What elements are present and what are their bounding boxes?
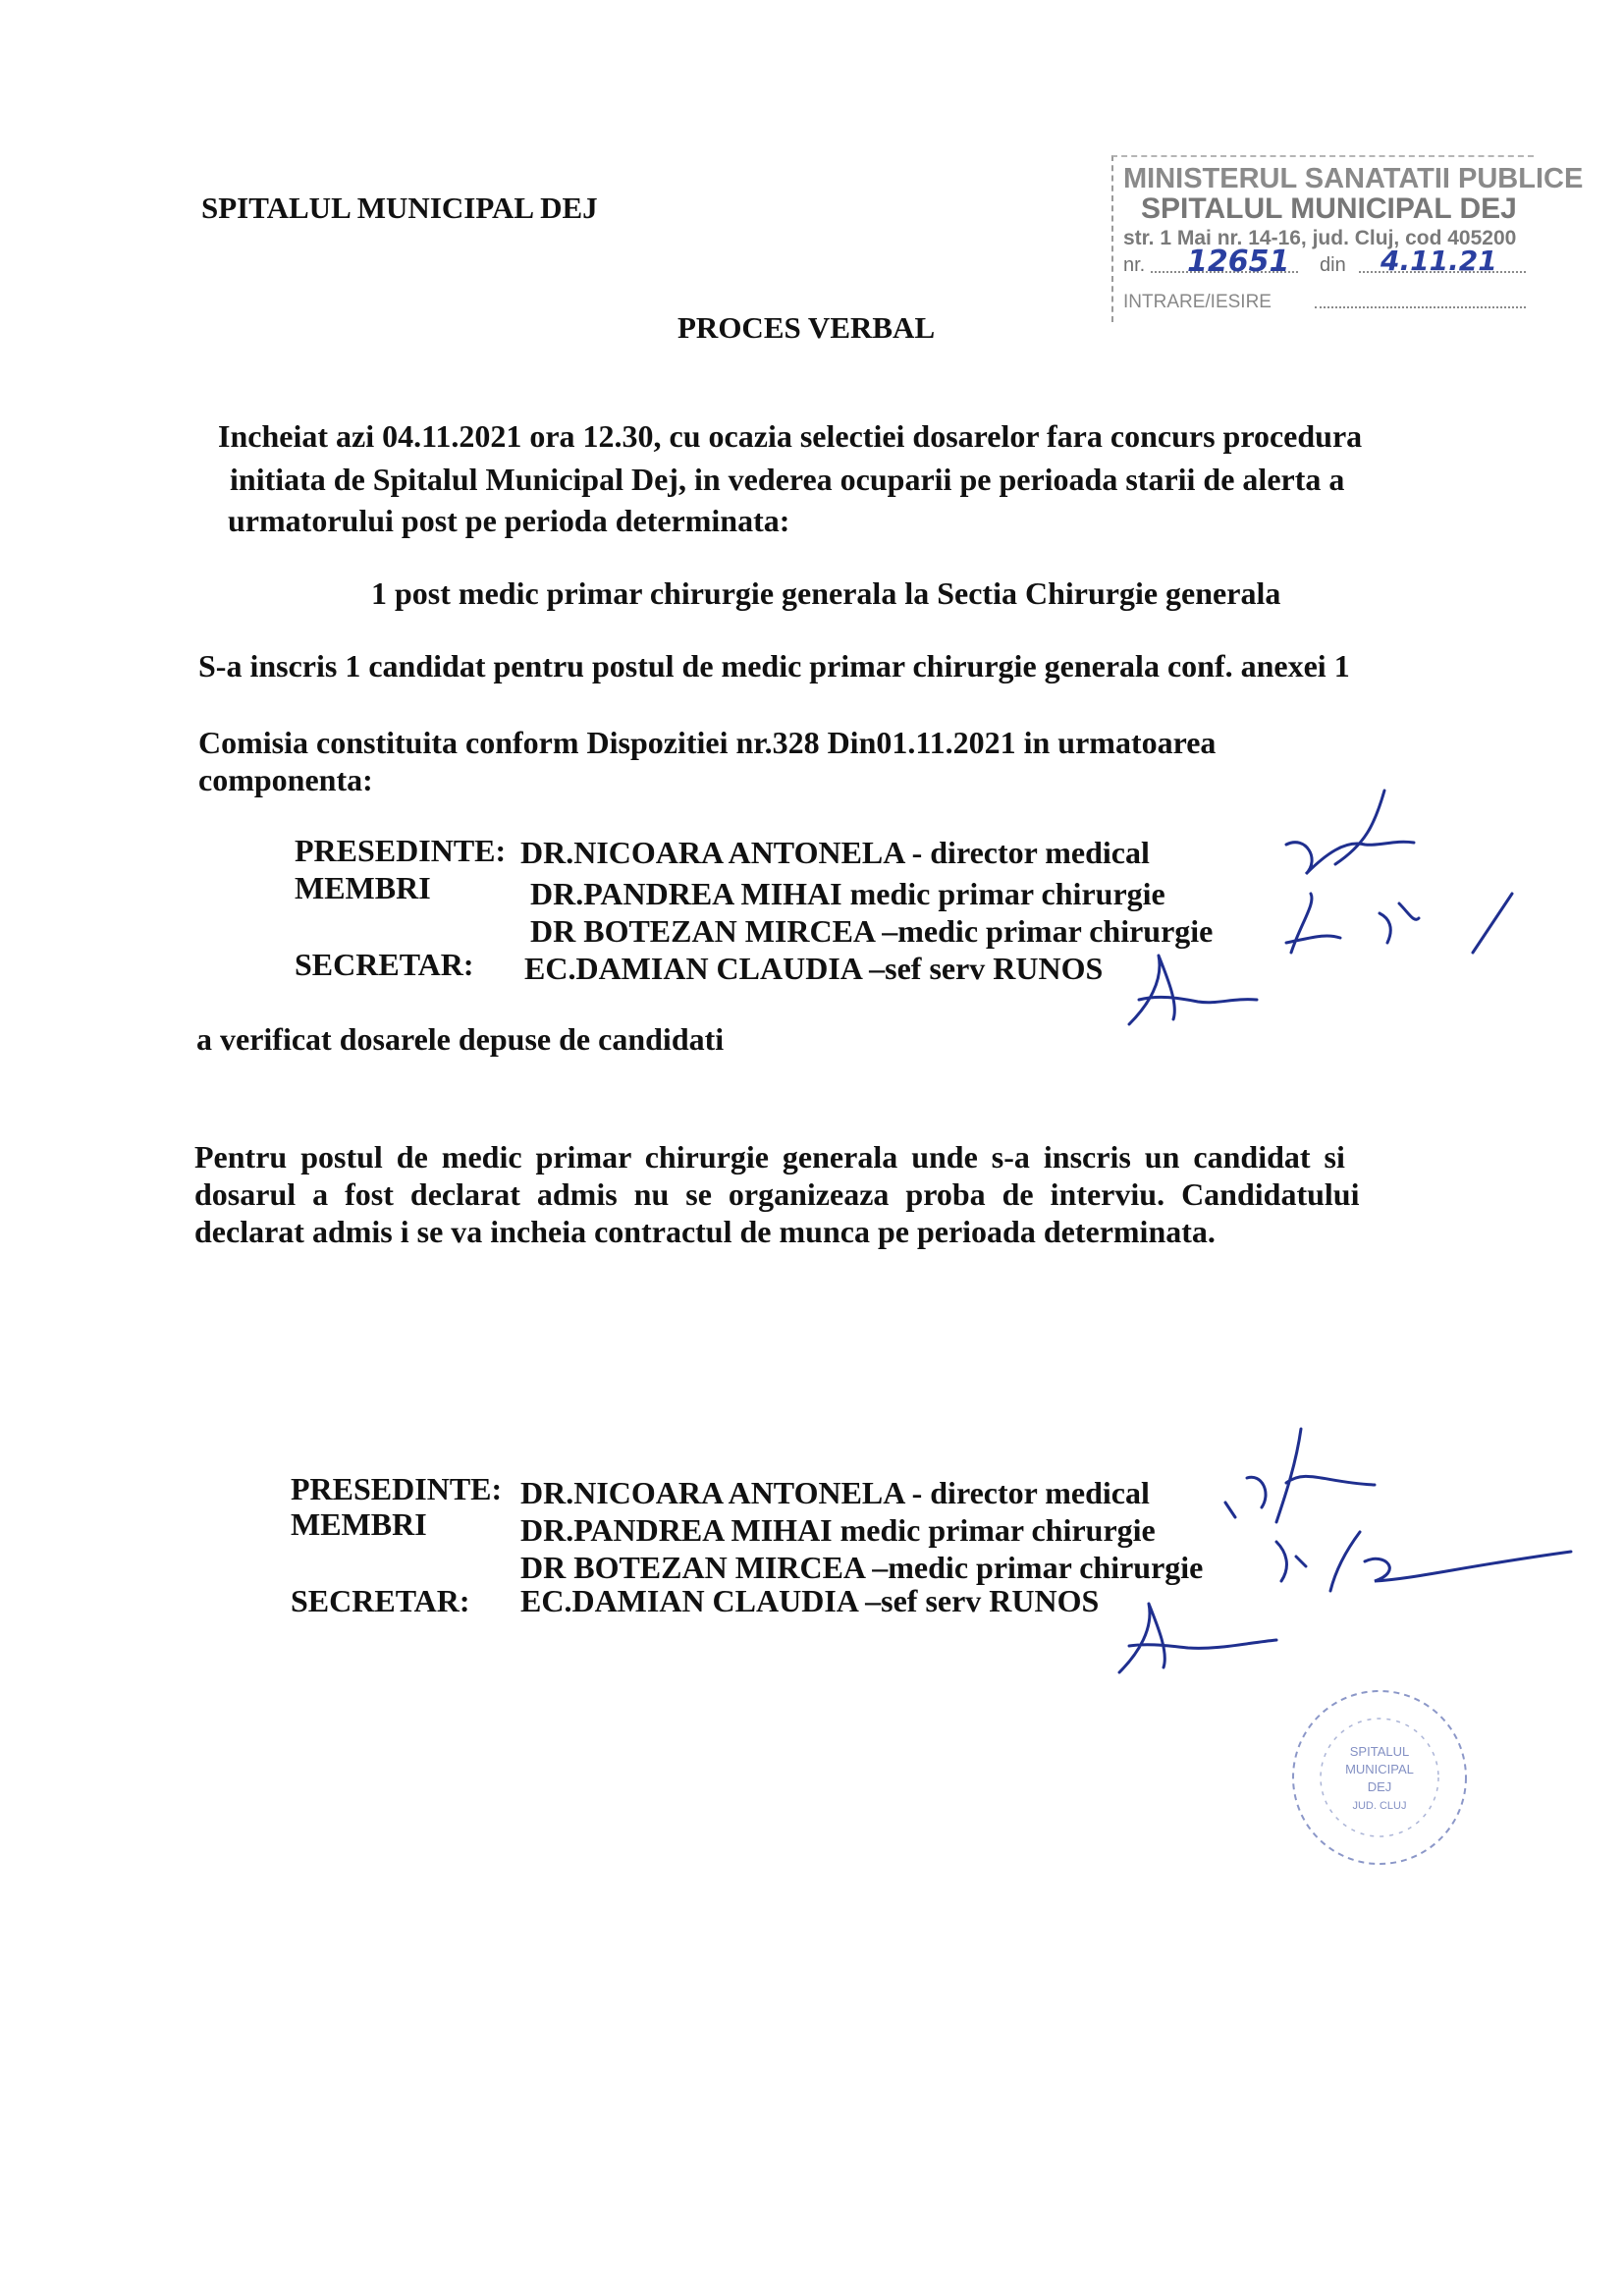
commission-line-2: componenta: <box>198 762 373 797</box>
intro-line-3: urmatorului post pe perioda determinata: <box>228 503 790 538</box>
seal-text-line: JUD. CLUJ <box>1352 1800 1407 1812</box>
seal-text-line: DEJ <box>1367 1779 1392 1794</box>
stamp-din-label: din <box>1320 254 1346 276</box>
stamp-hospital: SPITALUL MUNICIPAL DEJ <box>1141 192 1517 225</box>
president-name: DR.NICOARA ANTONELA - director medical <box>520 835 1150 870</box>
conclusion-line-1: Pentru postul de medic primar chirurgie generala unde s-a inscris un candidat si <box>194 1139 1345 1175</box>
signature-members-top <box>1272 884 1527 962</box>
stamp-address: str. 1 Mai nr. 14-16, jud. Cluj, cod 405200 <box>1123 227 1517 249</box>
signature-members-bottom <box>1267 1522 1581 1601</box>
members-label: MEMBRI <box>295 870 431 905</box>
registered-candidates: S-a inscris 1 candidat pentru postul de medic primar chirurgie generala conf. anexei 1 <box>198 648 1350 683</box>
conclusion-line-3: declarat admis i se va incheia contractul de munca pe perioada determinata. <box>194 1214 1216 1249</box>
intro-line-1: Incheiat azi 04.11.2021 ora 12.30, cu ocazia selectiei dosarelor fara concurs procedura <box>218 418 1363 454</box>
document-title: PROCES VERBAL <box>677 310 936 345</box>
stamp-footer: INTRARE/IESIRE <box>1123 292 1272 312</box>
intro-line-2: initiata de Spitalul Municipal Dej, in vederea ocuparii pe perioada starii de alerta a <box>230 462 1345 497</box>
stamp-din-value: 4.11.21 <box>1380 245 1497 277</box>
signature-president-top <box>1267 786 1443 894</box>
seal-text-line: MUNICIPAL <box>1345 1762 1414 1777</box>
president-label-2: PRESEDINTE: <box>291 1471 503 1506</box>
signature-president-bottom <box>1218 1424 1384 1532</box>
conclusion-line-2: dosarul a fost declarat admis nu se organizeaza proba de interviu. Candidatului <box>194 1176 1360 1212</box>
president-label: PRESEDINTE: <box>295 833 507 868</box>
secretary-label: SECRETAR: <box>295 947 474 982</box>
member-2: DR BOTEZAN MIRCEA –medic primar chirurgie <box>530 913 1214 949</box>
verified-statement: a verificat dosarele depuse de candidati <box>196 1021 725 1057</box>
institution-name: SPITALUL MUNICIPAL DEJ <box>201 191 598 225</box>
seal-text-line: SPITALUL <box>1349 1744 1410 1759</box>
post-description: 1 post medic primar chirurgie generala la Sectia Chirurgie generala <box>371 575 1281 611</box>
signature-secretary-top <box>1119 951 1267 1029</box>
stamp-nr-value: 12651 <box>1187 245 1290 279</box>
member-1-2: DR.PANDREA MIHAI medic primar chirurgie <box>520 1512 1156 1548</box>
member-1: DR.PANDREA MIHAI medic primar chirurgie <box>530 876 1165 911</box>
member-2-2: DR BOTEZAN MIRCEA –medic primar chirurgie <box>520 1550 1204 1585</box>
round-seal-stamp <box>1276 1679 1483 1876</box>
secretary-label-2: SECRETAR: <box>291 1583 470 1618</box>
secretary-name-2: EC.DAMIAN CLAUDIA –sef serv RUNOS <box>520 1583 1100 1618</box>
secretary-name: EC.DAMIAN CLAUDIA –sef serv RUNOS <box>524 951 1104 986</box>
members-label-2: MEMBRI <box>291 1506 427 1542</box>
commission-line-1: Comisia constituita conform Dispozitiei nr.328 Din01.11.2021 in urmatoarea <box>198 725 1217 760</box>
stamp-ministry: MINISTERUL SANATATII PUBLICE <box>1123 163 1584 194</box>
signature-secretary-bottom <box>1110 1599 1286 1677</box>
stamp-nr-label: nr. <box>1123 254 1146 276</box>
president-name-2: DR.NICOARA ANTONELA - director medical <box>520 1475 1150 1510</box>
registration-stamp <box>1111 155 1584 322</box>
